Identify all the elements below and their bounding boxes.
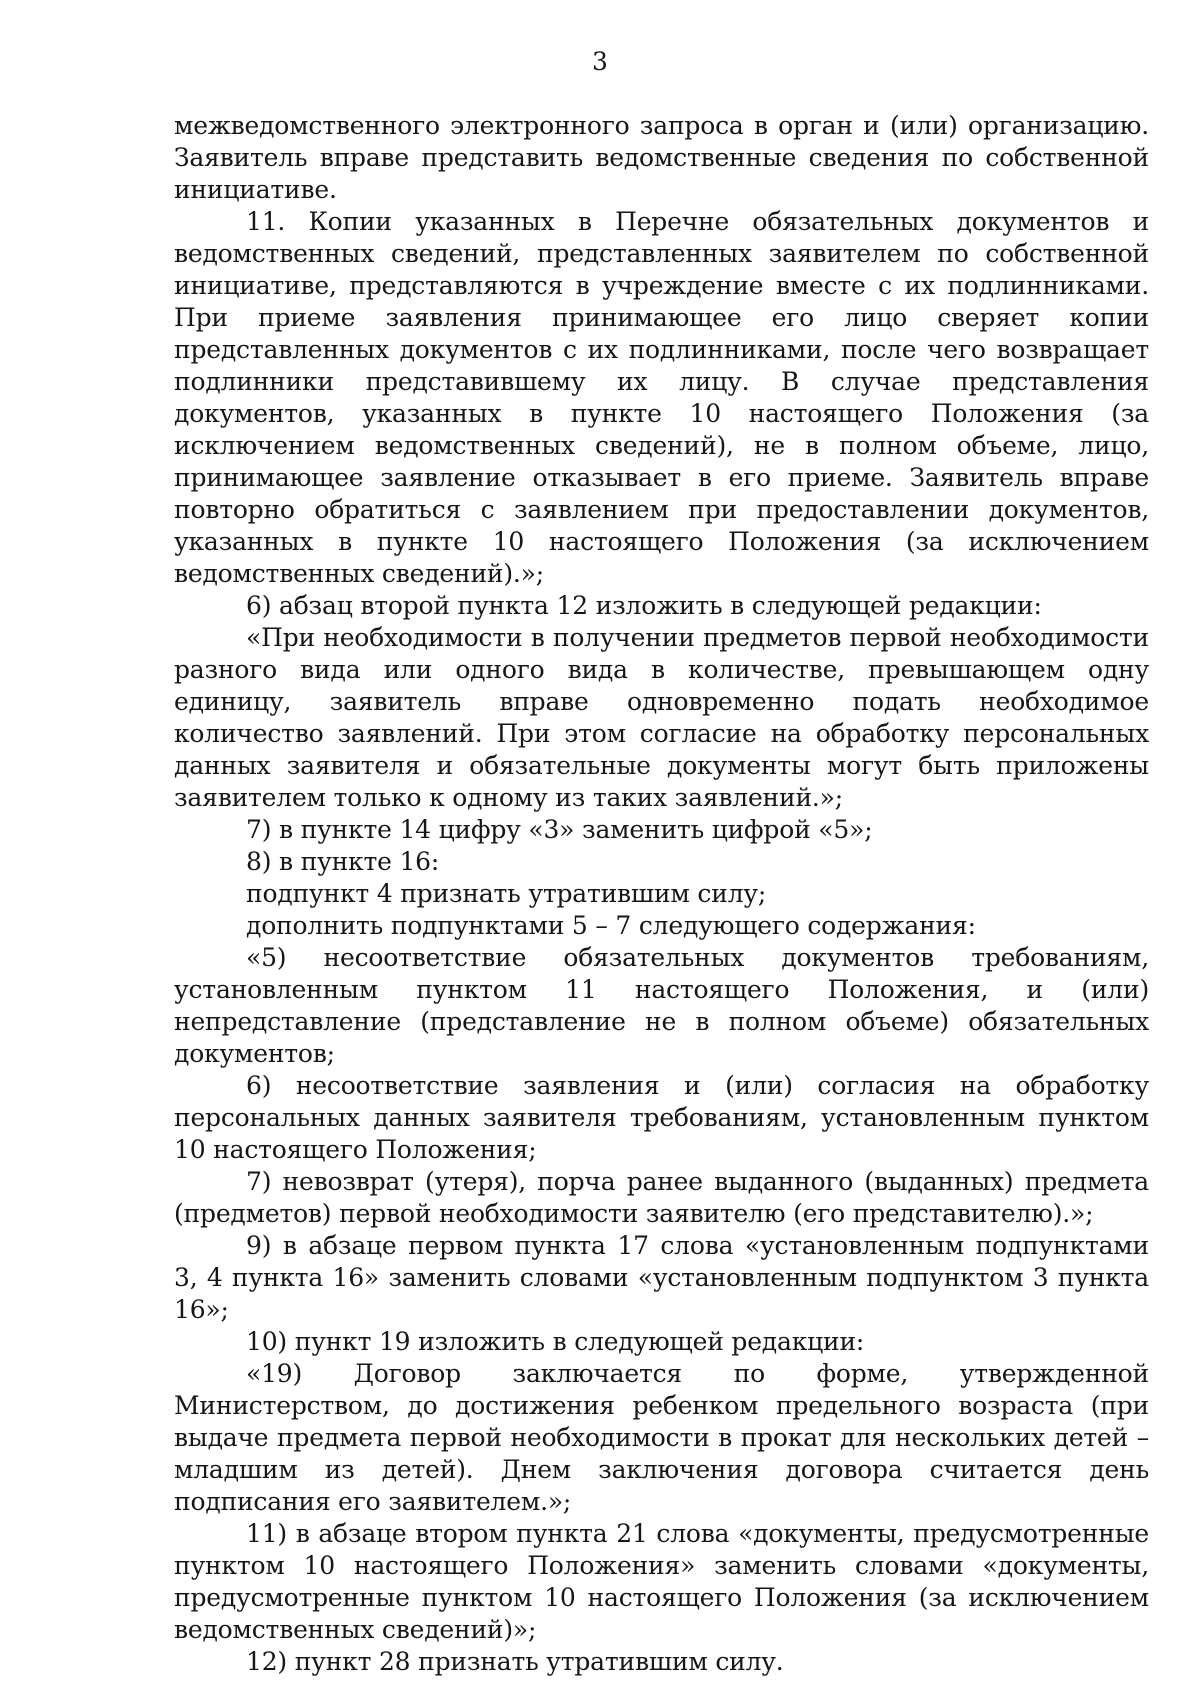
page-number: 3 [592, 47, 608, 76]
paragraph-supplement: дополнить подпунктами 5 – 7 следующего содержания: [246, 911, 976, 940]
paragraph-quoted-item-19: «19) Договор заключается по форме, утвержденной Министерством, до достижения ребенком предельного возраста (при выдаче предмета первой необходимости в прокат для нескольких детей – младшим из детей). Днем заключения договора считается день подписания его заявителем.»; [174, 1359, 1149, 1516]
paragraph-subitem-6: 6) несоответствие заявления и (или) согласия на обработку персональных данных заявителя требованиям, установленным пунктом 10 настоящего Положения; [174, 1071, 1149, 1164]
paragraph-subitem-5: «5) несоответствие обязательных документов требованиям, установленным пунктом 11 настоящего Положения, и (или) непредставление (представление не в полном объеме) обязательных документов; [174, 943, 1149, 1068]
paragraph-continuation: межведомственного электронного запроса в орган и (или) организацию. Заявитель вправе представить ведомственные сведения по собственной инициативе. [174, 111, 1149, 204]
paragraph-subitem-4: подпункт 4 признать утратившим силу; [246, 879, 767, 908]
paragraph-amendment-9: 9) в абзаце первом пункта 17 слова «установленным подпунктами 3, 4 пункта 16» заменить словами «установленным подпунктом 3 пункта 16»; [174, 1231, 1149, 1324]
paragraph-amendment-8: 8) в пункте 16: [246, 847, 440, 876]
document-body [174, 110, 1149, 1678]
paragraph-amendment-6: 6) абзац второй пункта 12 изложить в следующей редакции: [246, 591, 1042, 620]
paragraph-amendment-10: 10) пункт 19 изложить в следующей редакции: [246, 1327, 865, 1356]
paragraph-amendment-11: 11) в абзаце втором пункта 21 слова «документы, предусмотренные пунктом 10 настоящего Положения» заменить словами «документы, предусмотренные пунктом 10 настоящего Положения (за исключением ведомственных сведений)»; [174, 1519, 1149, 1644]
paragraph-amendment-12: 12) пункт 28 признать утратившим силу. [246, 1647, 784, 1676]
paragraph-amendment-7: 7) в пункте 14 цифру «3» заменить цифрой «5»; [246, 815, 873, 844]
paragraph-item-11: 11. Копии указанных в Перечне обязательных документов и ведомственных сведений, представленных заявителем по собственной инициативе, представляются в учреждение вместе с их подлинниками. При приеме заявления принимающее его лицо сверяет копии представленных документов с их подлинниками, после чего возвращает подлинники представившему их лицу. В случае представления документов, указанных в пункте 10 настоящего Положения (за исключением ведомственных сведений), не в полном объеме, лицо, принимающее заявление отказывает в его приеме. Заявитель вправе повторно обратиться с заявлением при предоставлении документов, указанных в пункте 10 настоящего Положения (за исключением ведомственных сведений).»; [174, 207, 1149, 588]
paragraph-quoted-text: «При необходимости в получении предметов первой необходимости разного вида или одного вида в количестве, превышающем одну единицу, заявитель вправе одновременно подать необходимое количество заявлений. При этом согласие на обработку персональных данных заявителя и обязательные документы могут быть приложены заявителем только к одному из таких заявлений.»; [174, 623, 1149, 812]
paragraph-subitem-7: 7) невозврат (утеря), порча ранее выданного (выданных) предмета (предметов) первой необходимости заявителю (его представителю).»; [174, 1167, 1149, 1228]
